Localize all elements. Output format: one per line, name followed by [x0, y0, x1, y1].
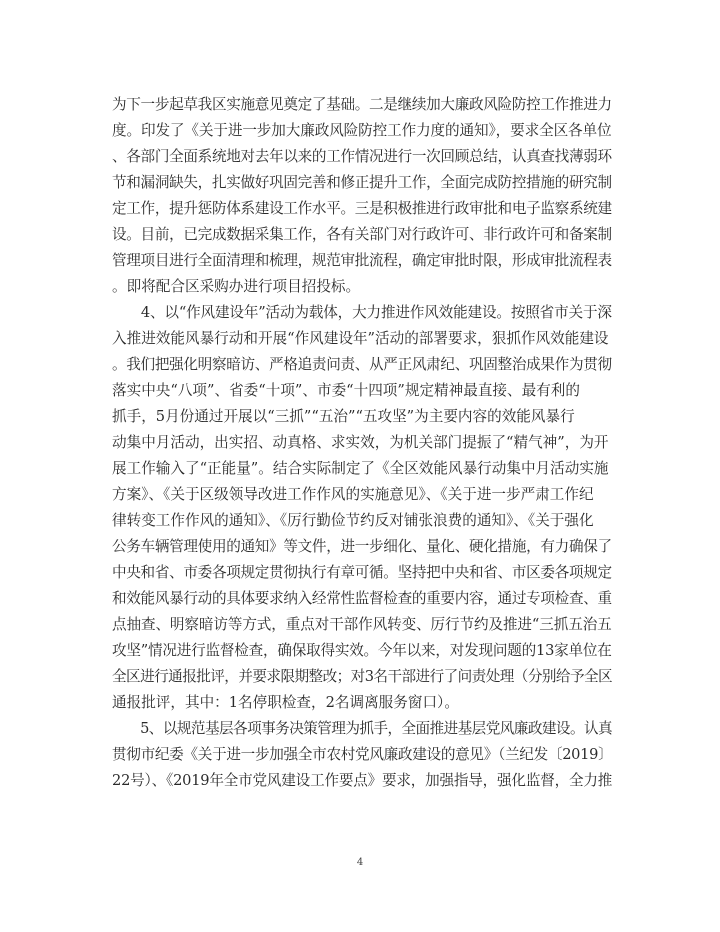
text-line: 、各部门全面系统地对去年以来的工作情况进行一次回顾总结，认真查找薄弱环 — [112, 148, 612, 165]
text-line: 点抽查、明察暗访等方式，重点对干部作风转变、厉行节约及推进“三抓五治五 — [112, 616, 612, 633]
text-line: 5、以规范基层各项事务决策管理为抓手，全面推进基层党风廉政建设。认真 — [112, 720, 612, 737]
text-line: 。我们把强化明察暗访、严格追责问责、从严正风肃纪、巩固整治成果作为贯彻 — [112, 356, 612, 373]
text-line: 全区进行通报批评，并要求限期整改；对3名干部进行了问责处理（分别给予全区 — [112, 668, 612, 685]
text-line: 。即将配合区采购办进行项目招投标。 — [112, 278, 361, 295]
text-line: 管理项目进行全面清理和梳理，规范审批流程，确定审批时限，形成审批流程表 — [112, 252, 612, 269]
text-line: 和效能风暴行动的具体要求纳入经常性监督检查的重要内容，通过专项检查、重 — [112, 590, 612, 607]
text-line: 贯彻市纪委《关于进一步加强全市农村党风廉政建设的意见》（兰纪发〔2019〕 — [112, 746, 612, 763]
text-line: 方案》、《关于区级领导改进工作作风的实施意见》、《关于进一步严肃工作纪 — [112, 486, 594, 503]
text-line: 为下一步起草我区实施意见奠定了基础。二是继续加大廉政风险防控工作推进力 — [112, 96, 612, 113]
text-line: 抓手，5月份通过开展以“三抓”“五治”“五攻坚”为主要内容的效能风暴行 — [112, 408, 575, 425]
text-line: 22号）、《2019年全市党风建设工作要点》要求，加强指导，强化监督，全力推 — [112, 772, 612, 789]
text-line: 设。目前，已完成数据采集工作，各有关部门对行政许可、非行政许可和备案制 — [112, 226, 612, 243]
body-text — [112, 92, 612, 794]
text-line: 度。印发了《关于进一步加大廉政风险防控工作力度的通知》，要求全区各单位 — [112, 122, 612, 139]
text-line: 攻坚”情况进行监督检查，确保取得实效。今年以来，对发现问题的13家单位在 — [112, 642, 612, 659]
text-line: 入推进效能风暴行动和开展“作风建设年”活动的部署要求，狠抓作风效能建设 — [112, 330, 609, 347]
text-line: 公务车辆管理使用的通知》等文件，进一步细化、量化、硬化措施，有力确保了 — [112, 538, 612, 555]
text-line: 动集中月活动，出实招、动真格、求实效，为机关部门提振了“精气神”，为开 — [112, 434, 609, 451]
text-line: 通报批评，其中：1名停职检查，2名调离服务窗口）。 — [112, 694, 459, 711]
text-line: 律转变工作作风的通知》、《厉行勤俭节约反对铺张浪费的通知》、《关于强化 — [112, 512, 594, 529]
text-line: 落实中央“八项”、省委“十项”、市委“十四项”规定精神最直接、最有利的 — [112, 382, 580, 399]
text-line: 4、以“作风建设年”活动为载体，大力推进作风效能建设。按照省市关于深 — [112, 304, 612, 321]
page-number: 4 — [356, 857, 364, 868]
text-line: 定工作，提升惩防体系建设工作水平。三是积极推进行政审批和电子监察系统建 — [112, 200, 612, 217]
text-line: 中央和省、市委各项规定贯彻执行有章可循。坚持把中央和省、市区委各项规定 — [112, 564, 612, 581]
text-line: 节和漏洞缺失，扎实做好巩固完善和修正提升工作，全面完成防控措施的研究制 — [112, 174, 612, 191]
text-line: 展工作输入了“正能量”。结合实际制定了《全区效能风暴行动集中月活动实施 — [112, 460, 609, 477]
